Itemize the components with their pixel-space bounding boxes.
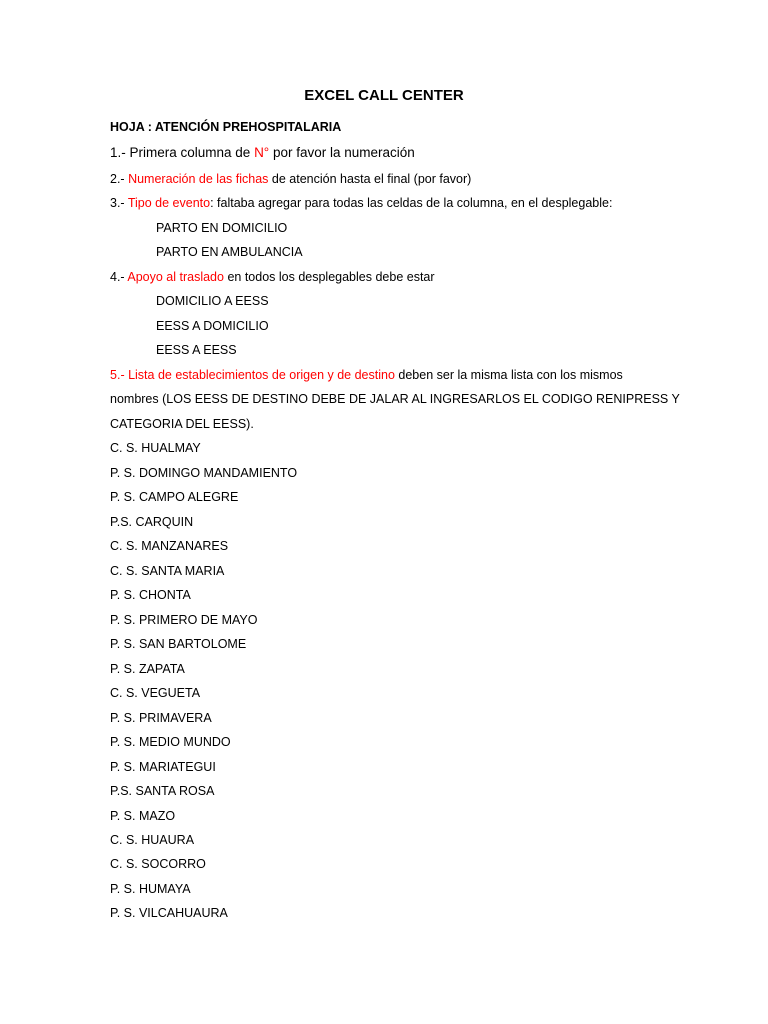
item-4-highlight: Apoyo al traslado [127,270,224,284]
item-5-line-2: nombres (LOS EESS DE DESTINO DEBE DE JALAR AL INGRESARLOS EL CODIGO RENIPRESS Y [110,392,680,406]
item-3-highlight: Tipo de evento [127,196,211,210]
item-4-prefix: 4.- [110,270,128,284]
item-2-prefix: 2.- [110,172,129,186]
item-5 [110,367,623,383]
item-4-suffix: en todos los desplegables debe estar [223,270,435,284]
list-item: C. S. VEGUETA [110,686,201,700]
item-5-prefix: 5. [110,368,121,382]
list-item: P. S. PRIMERO DE MAYO [110,613,258,627]
item-2-suffix: de atención hasta el final (por favor) [268,172,472,186]
list-item: P.S. CARQUIN [110,515,194,529]
item-4-option: DOMICILIO A EESS [156,294,269,308]
item-2 [110,171,471,187]
item-4-option: EESS A EESS [156,343,237,357]
item-3 [110,195,612,211]
item-1-prefix: 1.- Primera columna de [110,145,255,160]
list-item: C. S. SOCORRO [110,857,206,871]
list-item: P. S. ZAPATA [110,662,185,676]
list-item: P. S. CHONTA [110,588,191,602]
item-5-suffix: deben ser la misma lista con los mismos [394,368,623,382]
sheet-heading: HOJA : ATENCIÓN PREHOSPITALARIA [110,120,342,134]
item-5-highlight: - Lista de establecimientos de origen y de destino [120,368,395,382]
item-1 [110,145,415,161]
list-item: P. S. MAZO [110,809,176,823]
list-item: C. S. MANZANARES [110,539,229,553]
list-item: C. S. HUALMAY [110,441,201,455]
item-2-highlight: Numeración de las fichas [128,172,269,186]
item-3-suffix: : faltaba agregar para todas las celdas de la columna, en el desplegable: [210,196,613,210]
item-1-highlight: N° [254,145,270,160]
item-3-prefix: 3.- [110,196,128,210]
list-item: P. S. CAMPO ALEGRE [110,490,239,504]
list-item: P. S. PRIMAVERA [110,711,212,725]
item-1-suffix: por favor la numeración [269,145,415,160]
item-4-option: EESS A DOMICILIO [156,319,269,333]
list-item: P. S. MEDIO MUNDO [110,735,231,749]
document-title: EXCEL CALL CENTER [304,87,464,104]
list-item: P. S. HUMAYA [110,882,191,896]
list-item: P. S. MARIATEGUI [110,760,216,774]
item-3-option: PARTO EN DOMICILIO [156,221,288,235]
list-item: C. S. SANTA MARIA [110,564,225,578]
list-item: P. S. SAN BARTOLOME [110,637,247,651]
item-4 [110,269,435,285]
list-item: P. S. DOMINGO MANDAMIENTO [110,466,298,480]
item-5-line-3: CATEGORIA DEL EESS). [110,417,254,431]
list-item: P.S. SANTA ROSA [110,784,215,798]
list-item: P. S. VILCAHUAURA [110,906,228,920]
item-3-option: PARTO EN AMBULANCIA [156,245,303,259]
list-item: C. S. HUAURA [110,833,195,847]
